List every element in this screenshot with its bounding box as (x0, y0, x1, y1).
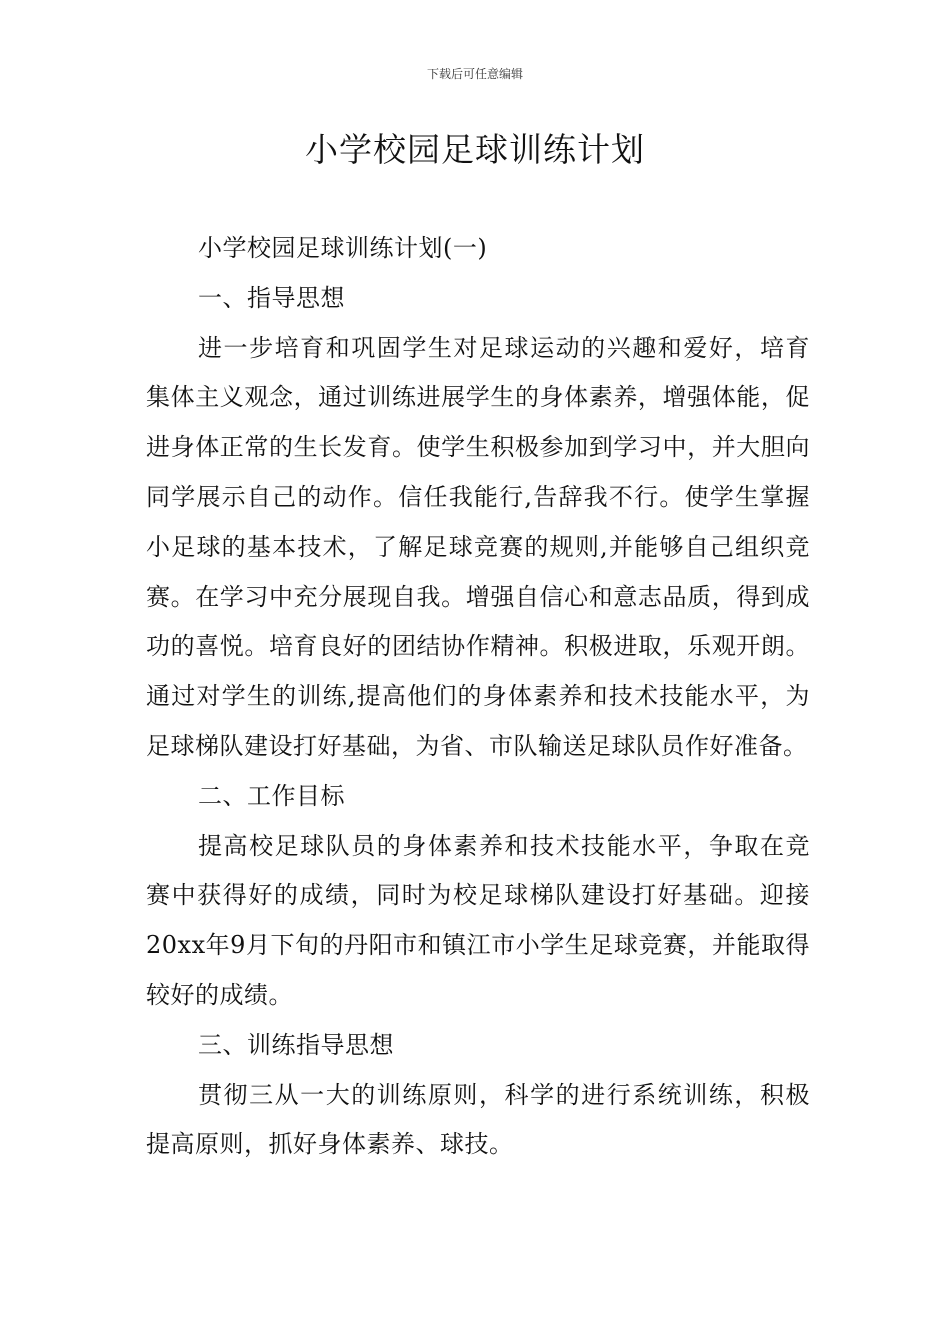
document-title: 小学校园足球训练计划 (305, 130, 645, 169)
document-body (146, 224, 810, 1170)
section-heading-3: 三、训练指导思想 (198, 1030, 394, 1059)
body-paragraph-3: 贯彻三从一大的训练原则，科学的进行系统训练，积极提高原则，抓好身体素养、球技。 (146, 1080, 810, 1159)
section-heading-2: 二、工作目标 (198, 781, 345, 810)
header-note: 下载后可任意编辑 (426, 67, 523, 81)
body-paragraph-2: 提高校足球队员的身体素养和技术技能水平，争取在竞赛中获得好的成绩，同时为校足球梯队建设打好基础。迎接20xx年9月下旬的丹阳市和镇江市小学生足球竞赛，并能取得较好的成绩。 (146, 831, 810, 1009)
subtitle-paragraph: 小学校园足球训练计划(一) (198, 234, 488, 262)
body-paragraph-1: 进一步培育和巩固学生对足球运动的兴趣和爱好，培育集体主义观念，通过训练进展学生的身体素养，增强体能，促进身体正常的生长发育。使学生积极参加到学习中，并大胆向同学展示自己的动作。信任我能行,告辞我不行。使学生掌握小足球的基本技术，了解足球竞赛的规则,并能够自己组织竞赛。在学习中充分展现自我。增强自信心和意志品质，得到成功的喜悦。培育良好的团结协作精神。积极进取，乐观开朗。通过对学生的训练,提高他们的身体素养和技术技能水平，为足球梯队建设打好基础，为省、市队输送足球队员作好准备。 (146, 333, 810, 760)
section-heading-1: 一、指导思想 (198, 283, 345, 312)
